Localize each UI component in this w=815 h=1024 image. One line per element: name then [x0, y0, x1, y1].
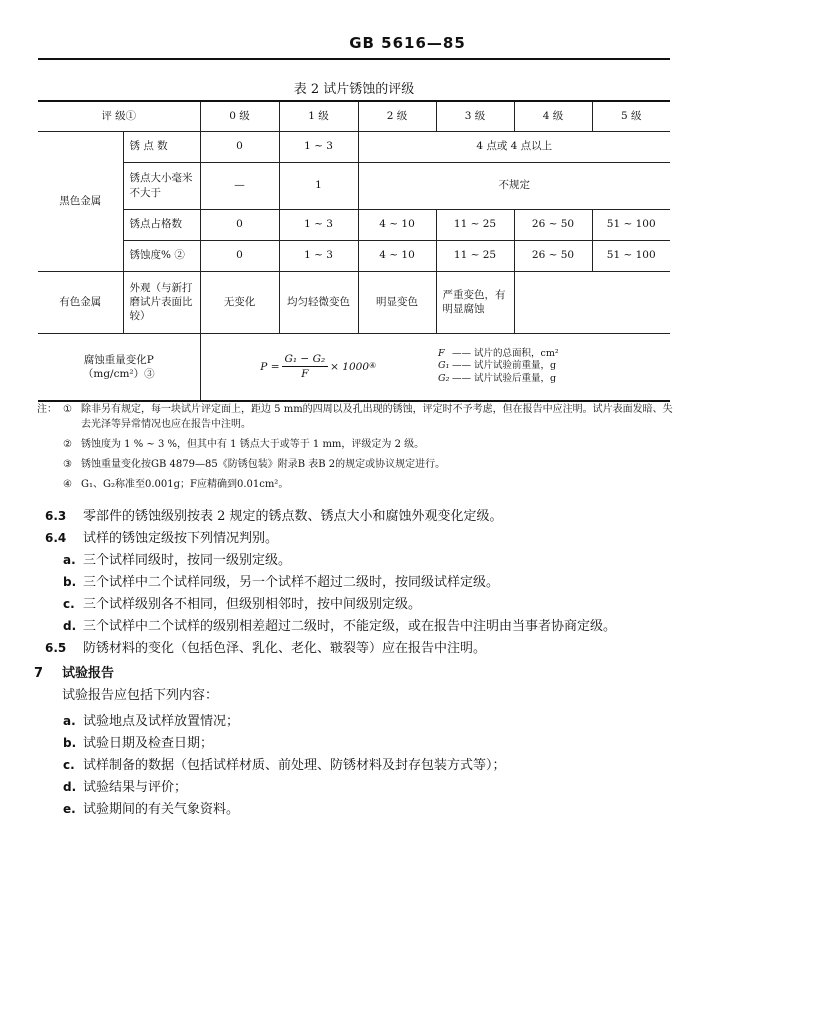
table-cell: 无变化	[200, 271, 279, 333]
table-cell: 均匀轻微变色	[279, 271, 358, 333]
table-cell: 1	[279, 162, 358, 209]
table-cell: 11 ~ 25	[436, 240, 514, 271]
table-cell: 51 ~ 100	[592, 209, 670, 240]
table-cell: 51 ~ 100	[592, 240, 670, 271]
table-cell: 严重变色，有明显腐蚀	[436, 271, 514, 333]
clause-6-3: 6.3 零部件的锈蚀级别按表 2 规定的锈点数、锈点大小和腐蚀外观变化定级。	[45, 509, 503, 524]
table-cell: 1 ~ 3	[279, 209, 358, 240]
legend-item: F —— 试片的总面积，cm²	[438, 347, 559, 359]
table-row	[38, 333, 670, 401]
clause-6-4: 6.4 试样的锈蚀定级按下列情况判别。	[45, 531, 279, 546]
section-7-title: 7 试验报告	[34, 666, 115, 681]
empty-cell	[514, 271, 670, 333]
row-label-rust-degree: 锈蚀度% ②	[123, 240, 200, 271]
grade-3-header: 3 级	[436, 101, 514, 131]
formula-lhs: P =	[260, 360, 280, 373]
table-cell: 不规定	[358, 162, 670, 209]
legend-item: G₁ —— 试片试验前重量，g	[438, 360, 557, 372]
table-cell: 11 ~ 25	[436, 209, 514, 240]
grade-1-header: 1 级	[279, 101, 358, 131]
notes-lead: 注：	[37, 404, 57, 415]
list-item: a. 三个试样同级时，按同一级别定级。	[63, 553, 292, 568]
ferrous-metal-label: 黑色金属	[38, 131, 123, 271]
table-cell: 26 ~ 50	[514, 209, 592, 240]
nonferrous-metal-label: 有色金属	[38, 271, 123, 333]
mass-change-label-cell	[38, 333, 200, 401]
mass-change-unit: （mg/cm²）③	[82, 367, 155, 380]
table-notes	[37, 402, 675, 497]
note-text: 锈蚀度为 1 % ~ 3 %，但其中有 1 锈点大于或等于 1 mm，评级定为 2 级。	[81, 439, 425, 450]
table-cell: 1 ~ 3	[279, 240, 358, 271]
formula-numerator: G₁ − G₂	[282, 352, 329, 367]
note-item	[37, 402, 675, 432]
table-cell: 26 ~ 50	[514, 240, 592, 271]
table-cell: 4 ~ 10	[358, 240, 436, 271]
row-label-grid-count: 锈点占格数	[123, 209, 200, 240]
section-7-intro: 试验报告应包括下列内容：	[62, 688, 219, 703]
grade-header-cell: 评 级①	[38, 101, 200, 131]
list-item: e. 试验期间的有关气象资料。	[63, 802, 240, 817]
table-cell: 4 点或 4 点以上	[358, 131, 670, 162]
formula-factor: × 1000	[330, 360, 370, 373]
header-rule	[38, 58, 670, 60]
note-item	[55, 477, 675, 492]
formula-denominator: F	[301, 368, 309, 381]
list-item: d. 三个试样中二个试样的级别相差超过二级时，不能定级，或在报告中注明由当事者协商定级。	[63, 619, 617, 634]
clause-6-5: 6.5 防锈材料的变化（包括色泽、乳化、老化、皲裂等）应在报告中注明。	[45, 641, 487, 656]
table-caption: 表 2 试片锈蚀的评级	[293, 82, 415, 97]
formula-fraction	[282, 352, 329, 381]
formula-legend	[438, 348, 668, 386]
table-cell: 0	[200, 209, 279, 240]
table-cell: —	[200, 162, 279, 209]
grade-2-header: 2 级	[358, 101, 436, 131]
table-row	[38, 131, 670, 162]
note-mark: ④	[63, 479, 72, 490]
table-row	[38, 209, 670, 240]
table-cell: 0	[200, 240, 279, 271]
note-text: 锈蚀重量变化按GB 4879—85《防锈包装》附录B 表B 2的规定或协议规定进行。	[81, 459, 446, 470]
row-label-appearance: 外观（与新打磨试片表面比较）	[123, 271, 200, 333]
note-text: G₁、G₂称准至0.001g；F应精确到0.01cm²。	[81, 479, 289, 490]
formula-note-mark: ④	[369, 361, 377, 371]
table-cell: 1 ~ 3	[279, 131, 358, 162]
grade-5-header: 5 级	[592, 101, 670, 131]
note-item	[55, 437, 675, 452]
note-item	[55, 457, 675, 472]
rust-grade-table	[38, 100, 670, 402]
list-item: c. 三个试样级别各不相同，但级别相邻时，按中间级别定级。	[63, 597, 422, 612]
table-row	[38, 271, 670, 333]
list-item: b. 三个试样中二个试样同级，另一个试样不超过二级时，按同级试样定级。	[63, 575, 500, 590]
table-cell: 明显变色	[358, 271, 436, 333]
row-label-rust-points: 锈 点 数	[123, 131, 200, 162]
note-mark: ①	[63, 404, 72, 415]
legend-cell	[436, 333, 670, 401]
table-row	[38, 162, 670, 209]
mass-change-label: 腐蚀重量变化P	[83, 353, 154, 366]
note-mark: ②	[63, 439, 72, 450]
table-header-row	[38, 101, 670, 131]
grade-4-header: 4 级	[514, 101, 592, 131]
table-cell: 4 ~ 10	[358, 209, 436, 240]
list-item: d. 试验结果与评价；	[63, 780, 188, 795]
mass-change-formula	[260, 352, 376, 381]
list-item: a. 试验地点及试样放置情况；	[63, 714, 240, 729]
formula-cell	[200, 333, 436, 401]
list-item: b. 试验日期及检查日期；	[63, 736, 214, 751]
table-row	[38, 240, 670, 271]
legend-item: G₂ —— 试片试验后重量，g	[438, 373, 557, 385]
grade-0-header: 0 级	[200, 101, 279, 131]
note-mark: ③	[63, 459, 72, 470]
table-cell: 0	[200, 131, 279, 162]
standard-number: GB 5616—85	[349, 34, 466, 52]
note-text: 除非另有规定，每一块试片评定面上，距边 5 mm的四周以及孔出现的锈蚀，评定时不予考虑，但在报告中应注明。试片表面发暗、失去光泽等异常情况也应在报告中注明。	[81, 404, 673, 430]
row-label-rust-size: 锈点大小毫米不大于	[123, 162, 200, 209]
list-item: c. 试样制备的数据（包括试样材质、前处理、防锈材料及封存包装方式等）；	[63, 758, 506, 773]
